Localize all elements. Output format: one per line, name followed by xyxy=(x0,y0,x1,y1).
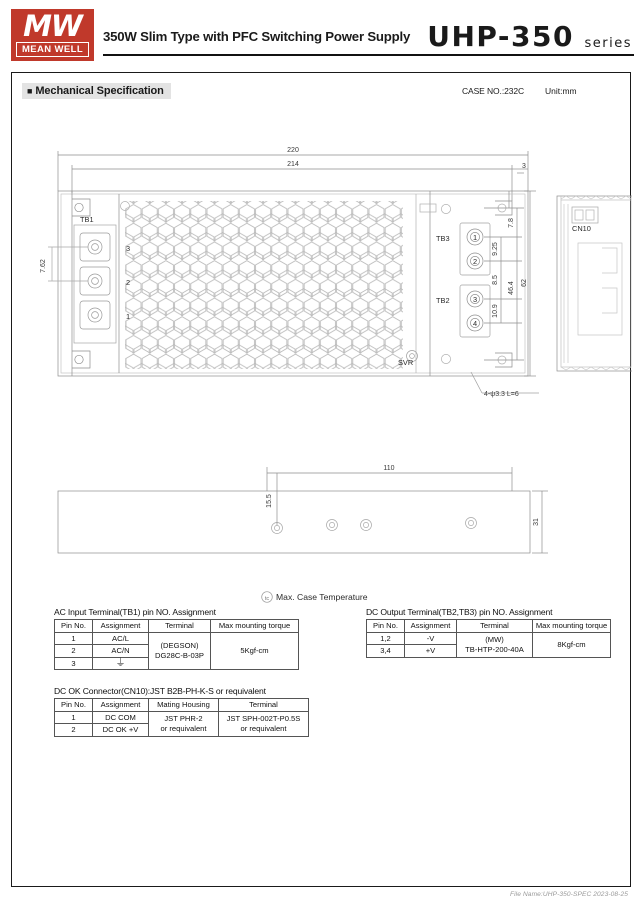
tb1-pin-2: 2 xyxy=(126,278,131,287)
dim-tb3-pitch: 9.25 xyxy=(492,242,499,256)
section-title-text: Mechanical Specification xyxy=(35,85,164,97)
dim-body-length: 214 xyxy=(287,161,299,168)
col-mating-housing: Mating Housing xyxy=(149,699,219,712)
col-pin-no: Pin No. xyxy=(367,620,405,633)
mechanical-spec-panel xyxy=(11,72,631,887)
dim-mount-span: 46.4 xyxy=(508,281,515,295)
terminal-line-2: or requivalent xyxy=(240,723,287,733)
terminal-line-2: DG28C-B-03P xyxy=(155,650,204,660)
housing-line-2: or requivalent xyxy=(160,723,207,733)
cell-assignment: +V xyxy=(405,645,457,658)
tb2-pin-3: 3 xyxy=(472,295,478,304)
dim-overall-length: 220 xyxy=(287,147,299,154)
label-cn10: CN10 xyxy=(572,224,591,233)
housing-line-1: JST PHR-2 xyxy=(164,714,203,723)
case-number: CASE NO.:232C xyxy=(462,86,525,96)
ac-input-table xyxy=(54,619,299,670)
cell-pin: 3,4 xyxy=(367,645,405,658)
table-header-row xyxy=(55,620,299,633)
col-torque: Max mounting torque xyxy=(533,620,611,633)
col-terminal: Terminal xyxy=(149,620,211,633)
tb3-pin-2: 2 xyxy=(472,257,478,266)
col-terminal: Terminal xyxy=(219,699,309,712)
terminal-line-1: (DEGSON) xyxy=(160,641,199,651)
product-description: 350W Slim Type with PFC Switching Power Supply xyxy=(103,29,411,44)
table-header-row xyxy=(367,620,611,633)
table-row xyxy=(55,632,299,645)
cell-assignment: -V xyxy=(405,632,457,645)
label-svr: SVR xyxy=(398,358,414,367)
cell-pin: 2 xyxy=(55,724,93,737)
col-terminal: Terminal xyxy=(457,620,533,633)
col-assignment: Assignment xyxy=(405,620,457,633)
ac-input-table-caption: AC Input Terminal(TB1) pin NO. Assignment xyxy=(54,607,216,617)
dc-output-table-block xyxy=(366,607,611,658)
dim-mount-hole-note: 4-ψ3.3 L=6 xyxy=(484,391,519,398)
dim-tc-offset: 15.5 xyxy=(266,494,273,508)
col-pin-no: Pin No. xyxy=(55,620,93,633)
tb1-pin-3: 3 xyxy=(126,244,131,253)
terminal-line-1: (MW) xyxy=(485,635,504,644)
cell-pin: 1 xyxy=(55,632,93,645)
cell-torque: 5Kgf-cm xyxy=(211,632,299,670)
table-row xyxy=(55,711,309,724)
col-torque: Max mounting torque xyxy=(211,620,299,633)
section-bullet-icon: ■ xyxy=(27,86,33,96)
cell-assignment-ground: ⏚ xyxy=(93,657,149,670)
product-series-label: series xyxy=(584,36,632,51)
dc-ok-table-caption: DC OK Connector(CN10):JST B2B-PH-K-S or requivalent xyxy=(54,686,266,696)
col-pin-no: Pin No. xyxy=(55,699,93,712)
mechanical-drawing xyxy=(12,73,632,673)
tc-symbol-icon: tc xyxy=(264,596,270,602)
cell-pin: 1,2 xyxy=(367,632,405,645)
cell-terminal xyxy=(149,632,211,670)
dim-side-length: 110 xyxy=(383,465,395,472)
cell-pin: 3 xyxy=(55,657,93,670)
ac-input-table-block xyxy=(54,607,299,670)
cell-pin: 1 xyxy=(55,711,93,724)
cell-assignment: AC/N xyxy=(93,645,149,658)
terminal-line-1: JST SPH-002T-P0.5S xyxy=(226,714,301,723)
logo-mw-mark: MW xyxy=(23,9,82,43)
unit-label: Unit:mm xyxy=(545,86,577,96)
logo-company-name: MEAN WELL xyxy=(16,42,89,57)
cell-pin: 2 xyxy=(55,645,93,658)
dim-tb2-pitch: 10.9 xyxy=(492,304,499,318)
dim-tb1-pitch: 7.62 xyxy=(40,259,47,273)
header-divider xyxy=(103,54,634,56)
dim-tb-gap: 8.5 xyxy=(492,275,499,285)
label-tb3: TB3 xyxy=(436,234,450,243)
tb1-pin-1: 1 xyxy=(126,312,131,321)
cell-terminal xyxy=(219,711,309,736)
page-header xyxy=(0,0,640,66)
cell-assignment: AC/L xyxy=(93,632,149,645)
table-row xyxy=(367,632,611,645)
cell-terminal xyxy=(457,632,533,657)
dim-overall-width: 62 xyxy=(521,279,528,287)
product-model: UHP-350 xyxy=(427,20,574,53)
terminal-line-2: TB-HTP-200-40A xyxy=(465,644,524,654)
label-tb2: TB2 xyxy=(436,296,450,305)
dim-height: 31 xyxy=(533,518,540,526)
label-tb1: TB1 xyxy=(80,215,94,224)
tb3-pin-1: 1 xyxy=(472,233,478,242)
dc-ok-table xyxy=(54,698,309,737)
footer-file-name: File Name:UHP-350-SPEC 2023-08-25 xyxy=(509,891,628,898)
mean-well-logo xyxy=(11,9,94,61)
cell-mating-housing xyxy=(149,711,219,736)
dim-tb-top-offset: 7.8 xyxy=(508,218,515,228)
cell-assignment: DC COM xyxy=(93,711,149,724)
dc-output-table-caption: DC Output Terminal(TB2,TB3) pin NO. Assignment xyxy=(366,607,553,617)
tb2-pin-4: 4 xyxy=(472,319,478,328)
dc-ok-table-block xyxy=(54,686,309,737)
col-assignment: Assignment xyxy=(93,699,149,712)
cell-assignment: DC OK +V xyxy=(93,724,149,737)
dc-output-table xyxy=(366,619,611,658)
cell-torque: 8Kgf-cm xyxy=(533,632,611,657)
table-header-row xyxy=(55,699,309,712)
dim-edge-offset: 3 xyxy=(522,163,526,170)
note-max-case-temperature: Max. Case Temperature xyxy=(276,592,368,602)
col-assignment: Assignment xyxy=(93,620,149,633)
